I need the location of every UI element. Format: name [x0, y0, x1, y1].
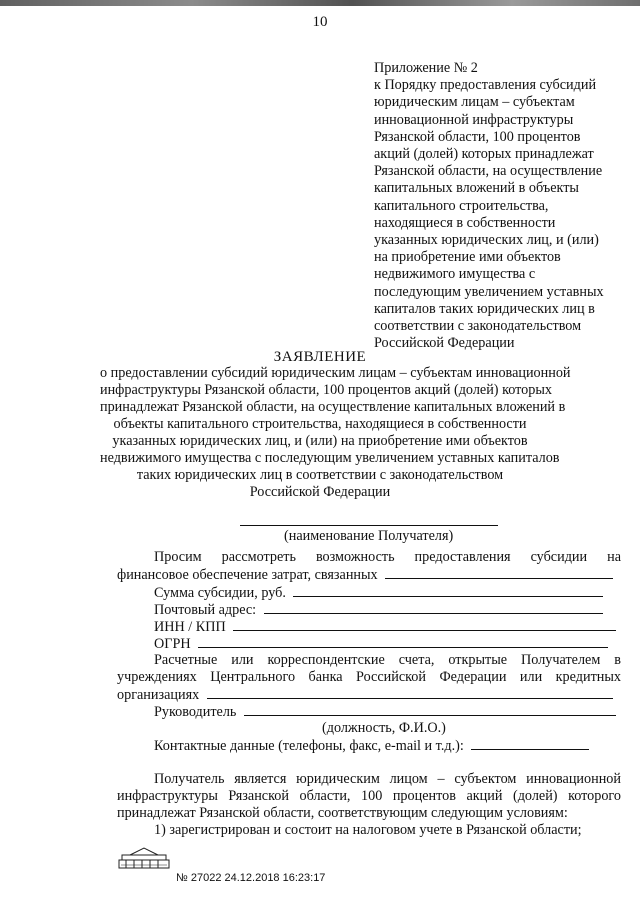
head-label: Руководитель — [154, 704, 237, 720]
recipient-caption: (наименование Получателя) — [284, 528, 454, 544]
postal-address-label: Почтовый адрес: — [154, 602, 257, 618]
request-row — [117, 566, 613, 584]
request-text-line1: Просим рассмотреть возможность предоставления субсидии на — [154, 549, 621, 565]
appendix-line: указанных юридических лиц, и (или) — [374, 232, 599, 249]
appendix-line: Рязанской области, на осуществление — [374, 163, 603, 180]
appendix-line: инновационной инфраструктуры — [374, 111, 574, 128]
contacts-label: Контактные данные (телефоны, факс, e-mail и т.д.): — [154, 738, 464, 754]
appendix-line: капитального строительства, — [374, 197, 549, 214]
subtitle-line: о предоставлении субсидий юридическим лицам – субъектам инновационной — [100, 365, 571, 381]
ogrn-row — [154, 635, 608, 653]
costs-purpose-field[interactable] — [385, 566, 613, 579]
subtitle-line: таких юридических лиц в соответствии с законодательством — [136, 467, 504, 483]
appendix-line: капитальных вложений в объекты — [374, 180, 579, 197]
appendix-line: соответствии с законодательством — [374, 318, 582, 335]
subtitle-line: инфраструктуры Рязанской области, 100 процентов акций (долей) которых — [100, 382, 552, 398]
conditions-text-line3: принадлежат Рязанской области, соответствующим следующим условиям: — [117, 805, 568, 821]
accounts-text-line3: организациях — [117, 687, 200, 703]
appendix-line: недвижимого имущества с — [374, 266, 536, 283]
appendix-header — [374, 60, 624, 352]
statement-subtitle — [100, 365, 571, 501]
appendix-line: последующим увеличением уставных — [374, 283, 604, 300]
head-row — [154, 703, 616, 721]
appendix-line: юридическим лицам – субъектам — [374, 94, 575, 111]
subtitle-line: объекты капитального строительства, находящиеся в собственности — [113, 416, 527, 432]
appendix-line: Приложение № 2 — [374, 60, 478, 76]
contacts-row — [154, 737, 589, 755]
conditions-text-line1: Получатель является юридическим лицом – субъектом инновационной — [154, 771, 621, 787]
amount-field[interactable] — [293, 584, 603, 597]
appendix-line: капиталов таких юридических лиц в — [374, 300, 595, 317]
inn-kpp-label: ИНН / КПП — [154, 619, 226, 635]
inn-kpp-field[interactable] — [233, 618, 616, 631]
postal-address-field[interactable] — [264, 601, 603, 614]
postal-row — [154, 601, 603, 619]
accounts-text-line2: учреждениях Центрального банка Российской Федерации или кредитных — [117, 669, 621, 685]
conditions-text-line2: инфраструктуры Рязанской области, 100 процентов акций (долей) которого — [117, 788, 621, 804]
contacts-field[interactable] — [471, 737, 589, 750]
registration-stamp: № 27022 24.12.2018 16:23:17 — [176, 872, 326, 884]
appendix-line: Рязанской области, 100 процентов — [374, 128, 581, 145]
amount-label: Сумма субсидии, руб. — [154, 585, 286, 601]
subtitle-line: указанных юридических лиц, и (или) на приобретение ими объектов — [112, 433, 528, 449]
registry-logo — [118, 846, 170, 870]
scan-edge — [0, 0, 640, 6]
condition-item-1: 1) зарегистрирован и состоит на налоговом учете в Рязанской области; — [154, 822, 582, 838]
subtitle-line: недвижимого имущества с последующим увеличением уставных капиталов — [100, 450, 560, 466]
statement-title: ЗАЯВЛЕНИЕ — [273, 349, 367, 365]
subtitle-line: принадлежат Рязанской области, на осуществление капитальных вложений в — [100, 399, 566, 415]
ogrn-field[interactable] — [198, 635, 608, 648]
page-number: 10 — [312, 14, 328, 30]
request-text-line2: финансовое обеспечение затрат, связанных — [117, 567, 378, 583]
subtitle-line: Российской Федерации — [249, 484, 391, 500]
recipient-name-field[interactable] — [240, 513, 498, 526]
appendix-line: на приобретение ими объектов — [374, 249, 561, 266]
accounts-row — [117, 686, 613, 704]
accounts-text-line1: Расчетные или корреспондентские счета, открытые Получателем в — [154, 652, 621, 668]
appendix-line: акций (долей) которых принадлежат — [374, 146, 594, 163]
head-field[interactable] — [244, 703, 616, 716]
appendix-line: к Порядку предоставления субсидий — [374, 77, 597, 94]
ogrn-label: ОГРН — [154, 636, 191, 652]
amount-row — [154, 584, 603, 602]
appendix-line: Российской Федерации — [374, 335, 515, 352]
head-caption: (должность, Ф.И.О.) — [322, 720, 446, 736]
inn-row — [154, 618, 616, 636]
accounts-field[interactable] — [207, 686, 613, 699]
appendix-line: находящиеся в собственности — [374, 214, 556, 231]
